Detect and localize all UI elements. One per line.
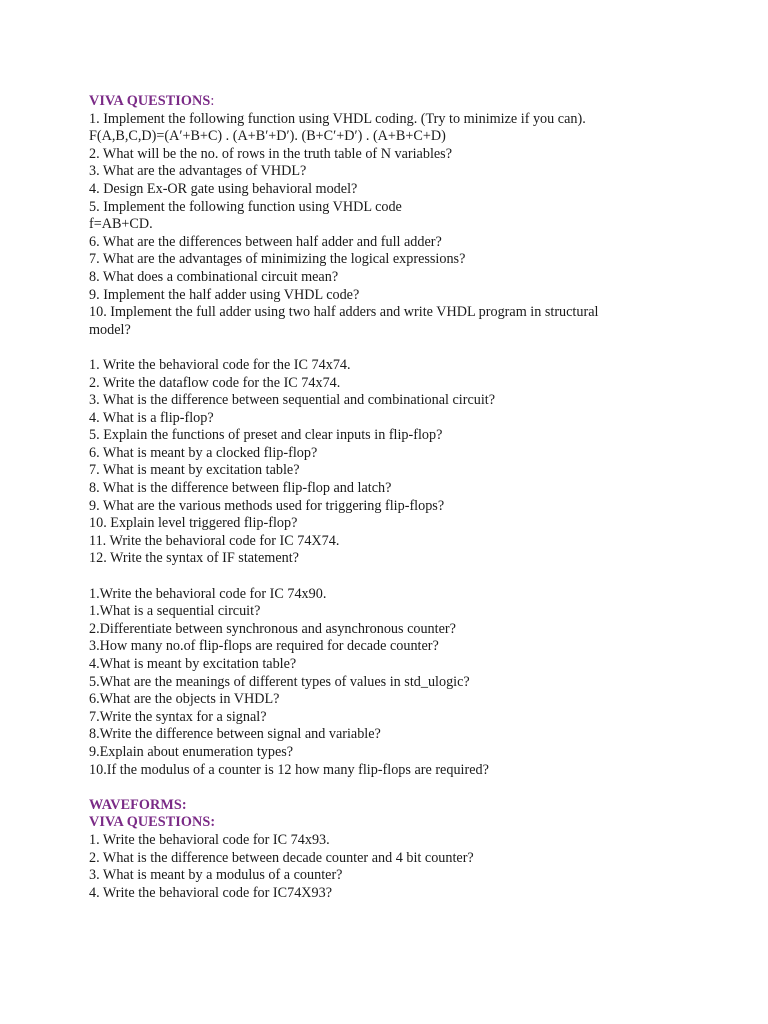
question-line: 2. Write the dataflow code for the IC 74x74.: [89, 374, 341, 391]
question-line: 1.Write the behavioral code for IC 74x90.: [89, 585, 327, 602]
section-spacer: [89, 339, 609, 357]
section-1: [89, 93, 609, 339]
question-line: 1.What is a sequential circuit?: [89, 603, 261, 620]
question-line: 7. What are the advantages of minimizing the logical expressions?: [89, 251, 466, 268]
heading-colon: :: [210, 93, 215, 109]
question-line: 1. Write the behavioral code for the IC 74x74.: [89, 356, 351, 373]
question-line: 10. Implement the full adder using two half adders and write VHDL program in structural model?: [89, 304, 602, 338]
question-line: 4. Design Ex-OR gate using behavioral model?: [89, 180, 358, 197]
section-spacer: [89, 568, 609, 586]
question-line: 4. Write the behavioral code for IC74X93?: [89, 884, 333, 901]
question-line: 5.What are the meanings of different types of values in std_ulogic?: [89, 673, 470, 690]
question-line: 10. Explain level triggered flip-flop?: [89, 515, 298, 532]
section-3: [89, 586, 609, 780]
heading-text: VIVA QUESTIONS: [89, 93, 211, 109]
question-line: 7. What is meant by excitation table?: [89, 462, 300, 479]
question-line: 8. What does a combinational circuit mean?: [89, 268, 339, 285]
question-line: 6.What are the objects in VHDL?: [89, 691, 280, 708]
question-line: 8.Write the difference between signal and variable?: [89, 726, 381, 743]
section-2: [89, 357, 609, 568]
question-line: 3. What is meant by a modulus of a counter?: [89, 867, 343, 884]
question-line: 2.Differentiate between synchronous and asynchronous counter?: [89, 620, 456, 637]
question-line: 9.Explain about enumeration types?: [89, 743, 294, 760]
section-4: [89, 797, 609, 903]
document-page: [89, 93, 609, 902]
function-expression: f=AB+CD.: [89, 216, 153, 233]
viva-questions-heading: VIVA QUESTIONS:: [89, 814, 216, 831]
question-line: 9. What are the various methods used for triggering flip-flops?: [89, 497, 445, 514]
question-line: 10.If the modulus of a counter is 12 how many flip-flops are required?: [89, 761, 489, 778]
viva-questions-heading: [89, 93, 609, 111]
question-line: 11. Write the behavioral code for IC 74X74.: [89, 532, 340, 549]
question-line: 7.Write the syntax for a signal?: [89, 708, 267, 725]
section-spacer: [89, 779, 609, 797]
question-line: 1. Write the behavioral code for IC 74x93.: [89, 831, 330, 848]
question-line: 4.What is meant by excitation table?: [89, 656, 297, 672]
question-line: 5. Explain the functions of preset and clear inputs in flip-flop?: [89, 427, 443, 444]
question-line: 6. What are the differences between half adder and full adder?: [89, 233, 442, 250]
question-line: 6. What is meant by a clocked flip-flop?: [89, 444, 318, 461]
question-line: 4. What is a flip-flop?: [89, 409, 214, 426]
question-line: 12. Write the syntax of IF statement?: [89, 550, 299, 567]
question-line: 9. Implement the half adder using VHDL code?: [89, 286, 360, 303]
question-line: 3. What are the advantages of VHDL?: [89, 163, 307, 180]
question-line: 1. Implement the following function using VHDL coding. (Try to minimize if you can).: [89, 110, 586, 127]
function-expression: F(A,B,C,D)=(A′+B+C) . (A+B′+D′). (B+C′+D′) . (A+B+C+D): [89, 128, 446, 145]
waveforms-heading: WAVEFORMS:: [89, 796, 187, 813]
question-line: 3. What is the difference between sequential and combinational circuit?: [89, 392, 496, 409]
question-line: 5. Implement the following function using VHDL code: [89, 198, 402, 215]
question-line: 3.How many no.of flip-flops are required for decade counter?: [89, 638, 439, 655]
question-line: 2. What is the difference between decade counter and 4 bit counter?: [89, 849, 474, 866]
question-line: 8. What is the difference between flip-flop and latch?: [89, 480, 392, 497]
question-line: 2. What will be the no. of rows in the truth table of N variables?: [89, 145, 453, 162]
